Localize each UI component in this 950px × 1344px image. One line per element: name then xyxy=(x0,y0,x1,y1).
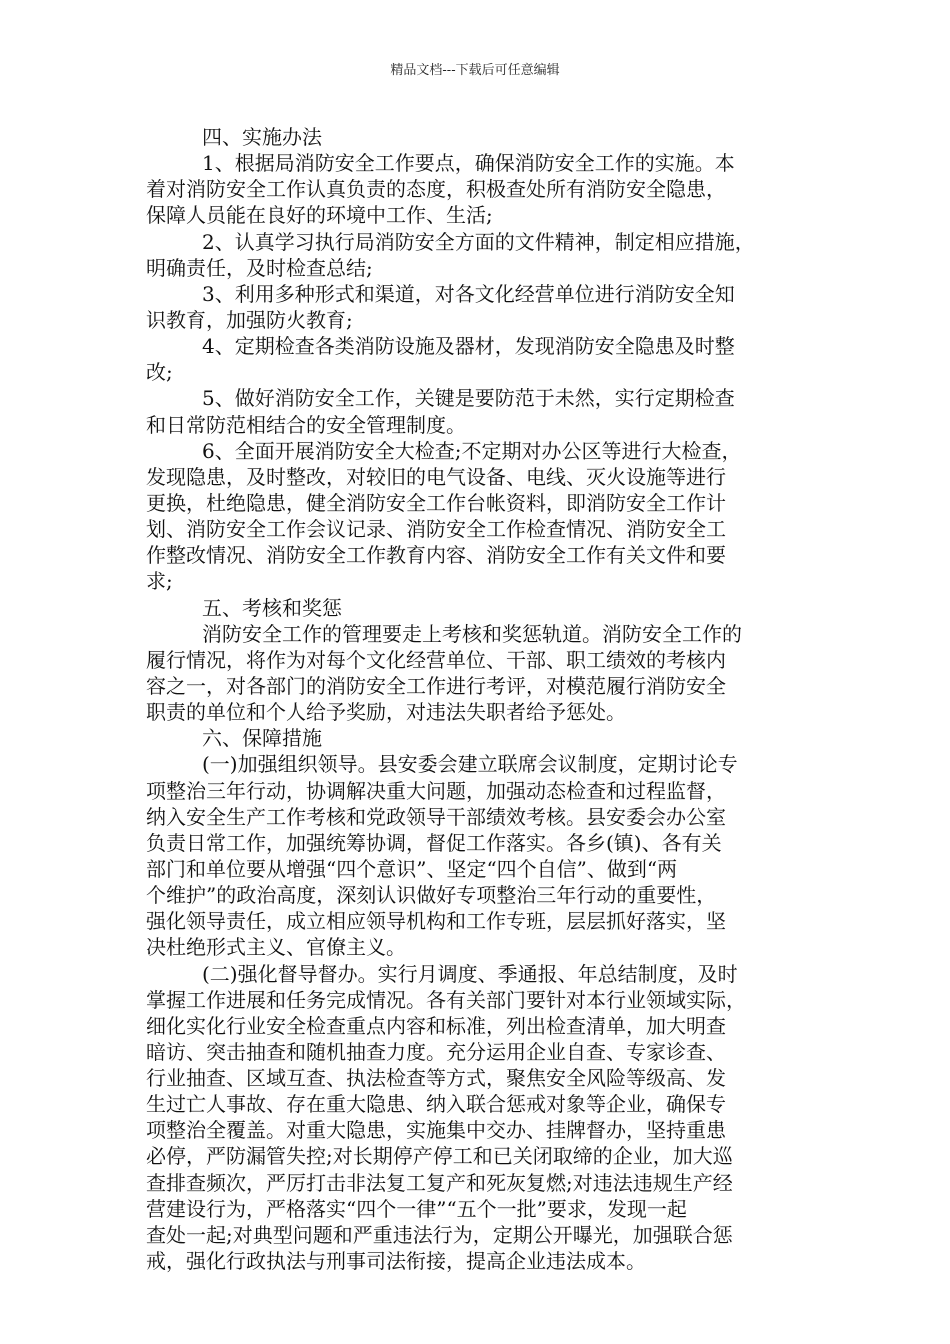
text-line: (一)加强组织领导。县安委会建立联席会议制度，定期讨论专 xyxy=(202,752,738,777)
text-line: 五、考核和奖惩 xyxy=(202,595,342,620)
text-line: 6、全面开展消防安全大检查;不定期对办公区等进行大检查， xyxy=(202,438,742,463)
text-line: 求; xyxy=(146,569,173,594)
text-line: 识教育，加强防火教育; xyxy=(146,307,353,332)
text-line: 着对消防安全工作认真负责的态度，积极查处所有消防安全隐患， xyxy=(146,177,726,202)
text-line: 作整改情况、消防安全工作教育内容、消防安全工作有关文件和要 xyxy=(146,543,726,568)
text-line: 4、定期检查各类消防设施及器材，发现消防安全隐患及时整 xyxy=(202,334,735,359)
text-line: 决杜绝形式主义、官僚主义。 xyxy=(146,935,406,960)
text-line: 3、利用多种形式和渠道，对各文化经营单位进行消防安全知 xyxy=(202,281,735,306)
text-line: 查排查频次，严厉打击非法复工复产和死灰复燃;对违法违规生产经 xyxy=(146,1170,733,1195)
text-line: 暗访、突击抽查和随机抽查力度。充分运用企业自查、专家诊查、 xyxy=(146,1039,726,1064)
text-line: 划、消防安全工作会议记录、消防安全工作检查情况、消防安全工 xyxy=(146,517,726,542)
text-line: 强化领导责任，成立相应领导机构和工作专班，层层抓好落实，坚 xyxy=(146,909,726,934)
text-line: 营建设行为，严格落实“四个一律”“五个一批”要求，发现一起 xyxy=(146,1196,687,1221)
text-line: 部门和单位要从增强“四个意识”、坚定“四个自信”、做到“两 xyxy=(146,856,678,881)
text-line: (二)强化督导督办。实行月调度、季通报、年总结制度，及时 xyxy=(202,961,738,986)
text-line: 个维护”的政治高度，深刻认识做好专项整治三年行动的重要性， xyxy=(146,883,717,908)
text-line: 和日常防范相结合的安全管理制度。 xyxy=(146,412,466,437)
text-line: 改; xyxy=(146,360,173,385)
text-line: 职责的单位和个人给予奖励，对违法失职者给予惩处。 xyxy=(146,700,626,725)
text-line: 生过亡人事故、存在重大隐患、纳入联合惩戒对象等企业，确保专 xyxy=(146,1092,726,1117)
text-line: 项整治三年行动，协调解决重大问题，加强动态检查和过程监督， xyxy=(146,778,726,803)
text-line: 行业抽查、区域互查、执法检查等方式，聚焦安全风险等级高、发 xyxy=(146,1066,726,1091)
text-line: 发现隐患，及时整改，对较旧的电气设备、电线、灭火设施等进行 xyxy=(146,464,726,489)
text-line: 1、根据局消防安全工作要点，确保消防安全工作的实施。本 xyxy=(202,151,735,176)
text-line: 查处一起;对典型问题和严重违法行为，定期公开曝光，加强联合惩 xyxy=(146,1222,733,1247)
text-line: 细化实化行业安全检查重点内容和标准，列出检查清单，加大明查 xyxy=(146,1013,726,1038)
text-line: 5、做好消防安全工作，关键是要防范于未然，实行定期检查 xyxy=(202,386,735,411)
text-line: 项整治全覆盖。对重大隐患，实施集中交办、挂牌督办，坚持重患 xyxy=(146,1118,726,1143)
document-body xyxy=(146,124,810,1274)
text-line: 容之一，对各部门的消防安全工作进行考评，对模范履行消防安全 xyxy=(146,673,726,698)
text-line: 负责日常工作，加强统筹协调，督促工作落实。各乡(镇)、各有关 xyxy=(146,830,722,855)
text-line: 戒，强化行政执法与刑事司法衔接，提高企业违法成本。 xyxy=(146,1249,646,1274)
text-line: 掌握工作进展和任务完成情况。各有关部门要针对本行业领域实际， xyxy=(146,987,746,1012)
text-line: 更换，杜绝隐患，健全消防安全工作台帐资料，即消防安全工作计 xyxy=(146,490,726,515)
text-line: 明确责任，及时检查总结; xyxy=(146,255,373,280)
text-line: 消防安全工作的管理要走上考核和奖惩轨道。消防安全工作的 xyxy=(202,621,742,646)
text-line: 四、实施办法 xyxy=(202,125,322,149)
page-header: 精品文档---下载后可任意编辑 xyxy=(390,63,560,78)
text-line: 保障人员能在良好的环境中工作、生活; xyxy=(146,203,493,228)
text-line: 履行情况，将作为对每个文化经营单位、干部、职工绩效的考核内 xyxy=(146,647,726,672)
text-line: 六、保障措施 xyxy=(202,726,322,751)
text-line: 2、认真学习执行局消防安全方面的文件精神，制定相应措施， xyxy=(202,229,755,254)
text-line: 纳入安全生产工作考核和党政领导干部绩效考核。县安委会办公室 xyxy=(146,804,726,829)
text-line: 必停，严防漏管失控;对长期停产停工和已关闭取缔的企业，加大巡 xyxy=(146,1144,733,1169)
